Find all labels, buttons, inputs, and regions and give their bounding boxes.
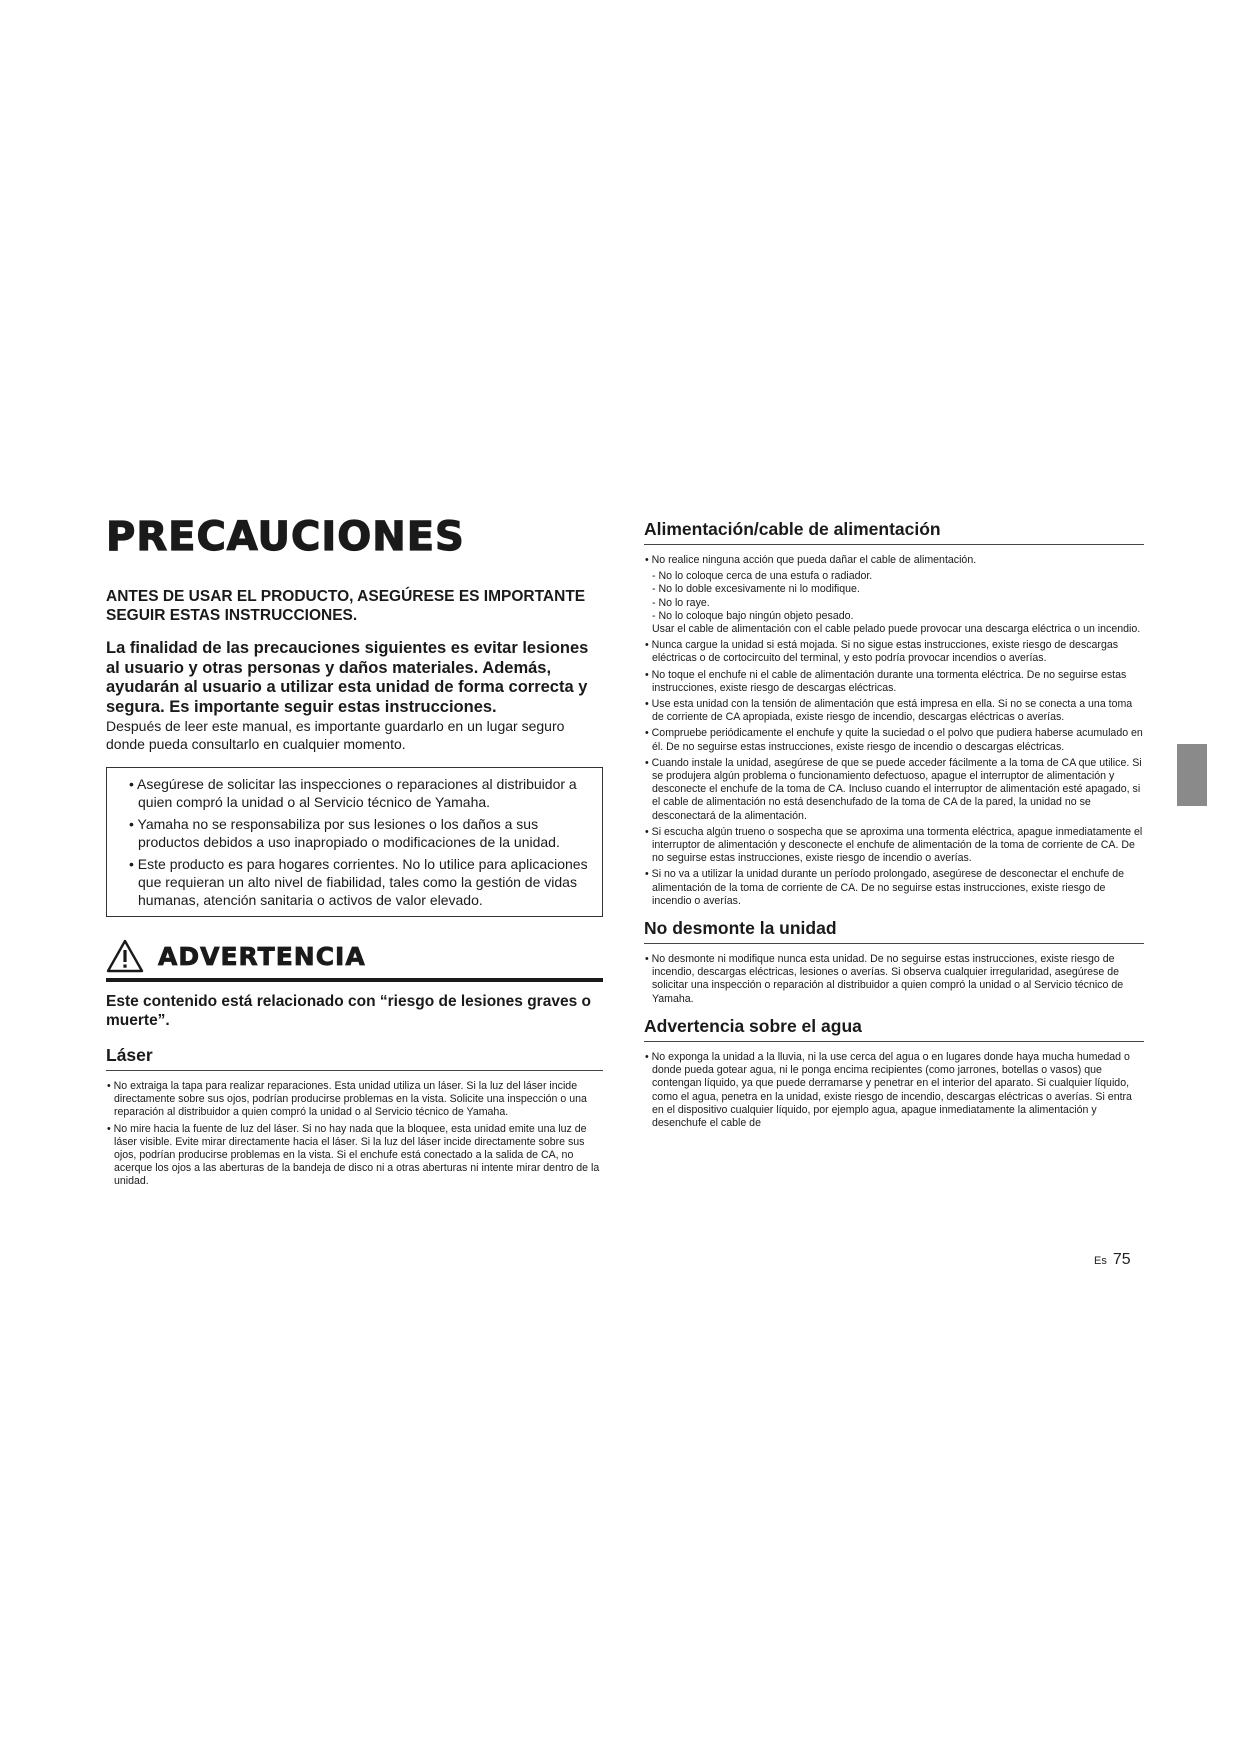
- section-tab-marker: [1177, 744, 1207, 806]
- sub-list-item: - No lo raye.: [652, 596, 710, 609]
- warning-heading: [106, 939, 603, 982]
- sub-list-item: - No lo coloque bajo ningún objeto pesado.: [652, 609, 854, 622]
- page-footer: [1094, 1251, 1131, 1269]
- right-column: [644, 518, 1144, 1133]
- section-heading-power: Alimentación/cable de alimentación: [644, 518, 1144, 545]
- section-heading-disassemble: No desmonte la unidad: [644, 917, 1144, 944]
- language-code: Es: [1094, 1255, 1107, 1267]
- list-item: • Compruebe periódicamente el enchufe y quite la suciedad o el polvo que pudiera haberse acumulado en él. De no seguirse estas instrucciones, existe riesgo de incendio o descargas eléctricas.: [645, 727, 1143, 753]
- notice-box: [106, 767, 603, 917]
- page-number: 75: [1112, 1251, 1131, 1268]
- notice-list: [121, 775, 592, 909]
- notice-item: • Este producto es para hogares corrientes. No lo utilice para aplicaciones que requieran un alto nivel de fiabilidad, tales como la gestión de vidas humanas, atención sanitaria o activos de valor elevado.: [129, 856, 588, 908]
- power-list: [644, 554, 1144, 908]
- disassemble-list: [644, 953, 1144, 1006]
- list-item: • Si no va a utilizar la unidad durante un período prolongado, asegúrese de desconectar el enchufe de alimentación de la toma de corriente de CA. De no seguirse estas instrucciones, existe riesgo de incendio o averías.: [645, 868, 1124, 907]
- list-item: • Si escucha algún trueno o sospecha que se aproxima una tormenta eléctrica, apague inmediatamente el interruptor de alimentación y desconecte el enchufe de alimentación de la toma de corriente de CA. De no seguirse estas instrucciones, existe riesgo de incendio o averías.: [645, 825, 1143, 865]
- list-item: • No desmonte ni modifique nunca esta unidad. De no seguirse estas instrucciones, existe riesgo de incendio, descargas eléctricas, lesiones o averías. Si observa cualquier irregularidad, asegúrese de solicitar una inspección o reparación al distribuidor a quien compró la unidad o al Servicio técnico de Yamaha.: [645, 953, 1124, 1005]
- list-item: • No realice ninguna acción que pueda dañar el cable de alimentación.: [645, 554, 977, 566]
- warning-triangle-icon: [106, 939, 144, 973]
- list-item: • Nunca cargue la unidad si está mojada. Si no sigue estas instrucciones, existe riesgo de descargas eléctricas o de cortocircuito del terminal, y esto podría provocar incendios o averías.: [645, 639, 1119, 665]
- intro-caps: ANTES DE USAR EL PRODUCTO, ASEGÚRESE ES IMPORTANTE SEGUIR ESTAS INSTRUCCIONES.: [106, 588, 586, 624]
- section-heading-water: Advertencia sobre el agua: [644, 1015, 1144, 1042]
- water-list: [644, 1051, 1144, 1130]
- list-item: • Cuando instale la unidad, asegúrese de que se puede acceder fácilmente a la toma de CA que utilice. Si se produjera algún problema o funcionamiento defectuoso, apague el interruptor de alimentación y desconecte el enchufe de la toma de CA. Incluso cuando el interruptor de alimentación esté apagado, si el cable de alimentación no está desenchufado de la toma de CA de la pared, la unidad no se desconectará de la alimentación.: [645, 756, 1142, 822]
- sub-list-item: - No lo doble excesivamente ni lo modifique.: [652, 583, 860, 596]
- intro-bold: La finalidad de las precauciones siguientes es evitar lesiones al usuario y otras personas y daños materiales. Además, ayudarán al usuario a utilizar esta unidad de forma correcta y segura. Es importante seguir estas instrucciones.: [106, 639, 589, 716]
- warning-description: Este contenido está relacionado con “riesgo de lesiones graves o muerte”.: [106, 993, 591, 1029]
- section-heading-laser: Láser: [106, 1044, 603, 1071]
- sub-list-item: - No lo coloque cerca de una estufa o radiador.: [652, 570, 873, 583]
- left-column: [106, 515, 603, 1192]
- laser-list: [106, 1080, 603, 1189]
- list-item: • No mire hacia la fuente de luz del láser. Si no hay nada que la bloquee, esta unidad emite una luz de láser visible. Evite mirar directamente hacia el láser. Si la luz del láser incide directamente sobre sus ojos, podrían producirse problemas en la vista. Si el enchufe está conectado a la salida de CA, no acerque los ojos a las aberturas de la bandeja de disco ni a otras aberturas ni intente mirar dentro de la unidad.: [107, 1122, 600, 1188]
- notice-item: • Yamaha no se responsabiliza por sus lesiones o los daños a sus productos debidos a uso inapropiado o modificaciones de la unidad.: [129, 816, 560, 850]
- list-item: • No exponga la unidad a la lluvia, ni la use cerca del agua o en lugares donde haya mucha humedad o donde pueda gotear agua, ni le ponga encima recipientes (como jarrones, botellas o vasos) que contengan líquido, ya que puede derramarse y penetrar en el interior del aparato. Si cualquier líquido, como el agua, penetra en la unidad, existe riesgo de incendio, descargas eléctricas o averías. Si entra en el dispositivo cualquier líquido, por ejemplo agua, apague inmediatamente la alimentación y desenchufe el cable de: [645, 1050, 1132, 1129]
- list-item: • No toque el enchufe ni el cable de alimentación durante una tormenta eléctrica. De no seguirse estas instrucciones, existe riesgo de descargas eléctricas.: [645, 668, 1127, 694]
- intro-plain: Después de leer este manual, es importante guardarlo en un lugar seguro donde pueda consultarlo en cualquier momento.: [106, 718, 565, 752]
- list-item: • Use esta unidad con la tensión de alimentación que está impresa en ella. Si no se conecta a una toma de corriente de CA apropiada, existe riesgo de incendio, descargas eléctricas o averías.: [645, 698, 1133, 724]
- list-item-continuation: Usar el cable de alimentación con el cable pelado puede provocar una descarga eléctrica o un incendio.: [652, 623, 1141, 636]
- warning-label: ADVERTENCIA: [158, 941, 366, 971]
- page-title: PRECAUCIONES: [106, 514, 465, 560]
- list-item: • No extraiga la tapa para realizar reparaciones. Esta unidad utiliza un láser. Si la luz del láser incide directamente sobre sus ojos, podrían producirse problemas en la vista. Solicite una inspección o una reparación al distribuidor a quien compró la unidad o al Servicio técnico de Yamaha.: [107, 1080, 587, 1119]
- notice-item: • Asegúrese de solicitar las inspecciones o reparaciones al distribuidor a quien compró la unidad o al Servicio técnico de Yamaha.: [129, 776, 577, 810]
